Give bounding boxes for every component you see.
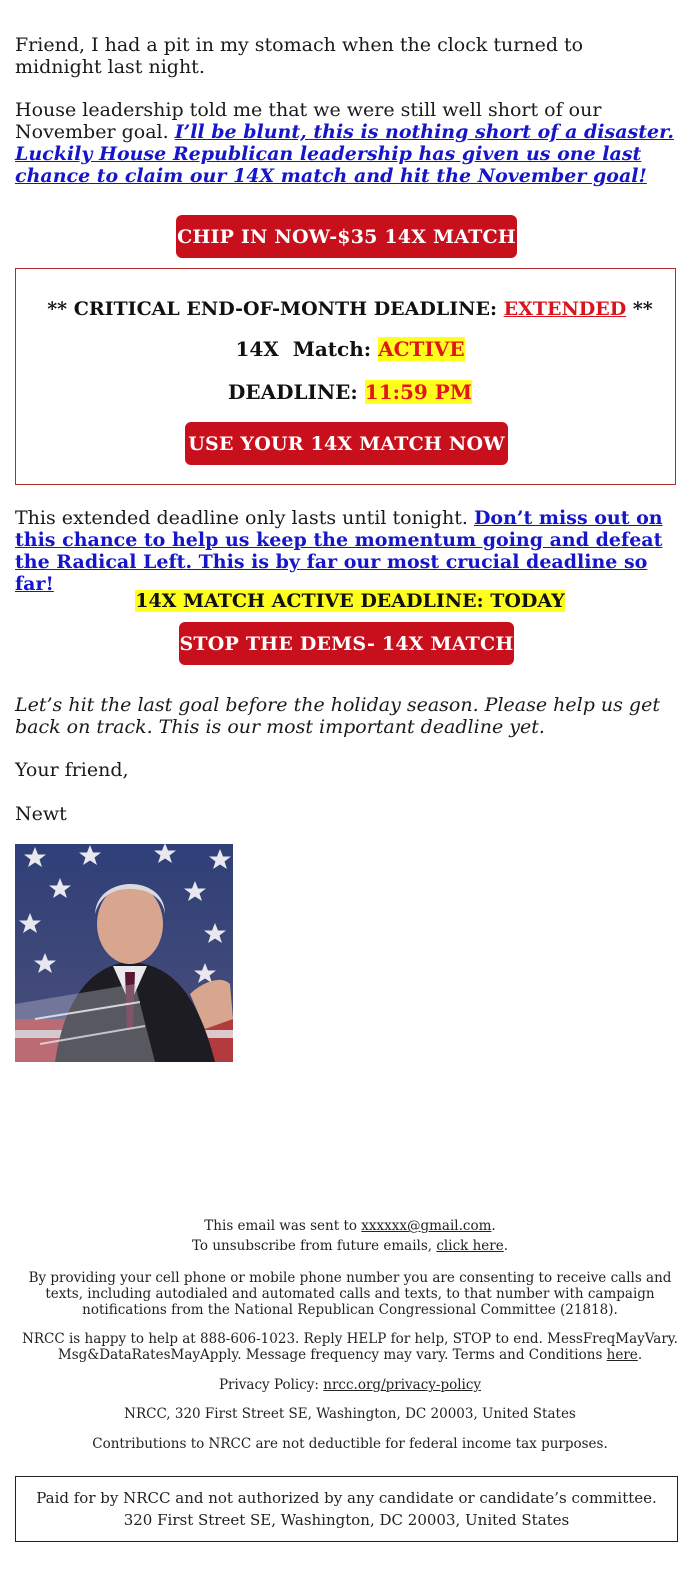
use-match-button[interactable]: USE YOUR 14X MATCH NOW — [185, 422, 508, 465]
unsubscribe-suffix: . — [503, 1238, 509, 1254]
signature: Newt — [15, 803, 67, 825]
help-text — [20, 1331, 680, 1363]
extended-paragraph — [15, 507, 675, 595]
active-deadline-banner — [0, 589, 700, 613]
privacy-policy-link[interactable]: nrcc.org/privacy-policy — [323, 1377, 482, 1393]
deadline-line — [0, 380, 700, 404]
help-text-body: NRCC is happy to help at 888-606-1023. Reply HELP for help, STOP to end. MessFreqMayVary. Msg&DataRatesMayApply. Message frequency may vary. Terms and Conditions — [22, 1331, 678, 1363]
critical-deadline-label: ** CRITICAL END-OF-MONTH DEADLINE: — [47, 298, 504, 320]
active-deadline-text: 14X MATCH ACTIVE DEADLINE: TODAY — [135, 590, 565, 612]
chip-in-button[interactable]: CHIP IN NOW-$35 14X MATCH — [176, 215, 517, 258]
sent-to-label: This email was sent to — [204, 1218, 362, 1234]
leadership-text: House leadership told me that we were still well short of our November goal. — [15, 99, 602, 143]
extended-text: This extended deadline only lasts until tonight. — [15, 507, 474, 529]
sms-consent-text: By providing your cell phone or mobile phone number you are consenting to receive calls and texts, including autodialed and automated calls and texts, to that number with campaign notifications from the National Republican Congressional Committee (21818). — [28, 1270, 672, 1318]
momentum-donate-link[interactable]: Don’t miss out on this chance to help us keep the momentum going and defeat the Radical Left. This is by far our most crucial deadline so far! — [15, 507, 663, 595]
blunt-donate-link[interactable]: I’ll be blunt, this is nothing short of a disaster. Luckily House Republican leadership has given us one last chance to claim our 14X match and hit the November goal! — [15, 121, 674, 187]
terms-link[interactable]: here — [606, 1347, 638, 1363]
signer-photo — [15, 844, 233, 1062]
unsubscribe-label: To unsubscribe from future emails, — [191, 1238, 437, 1254]
stop-dems-button[interactable]: STOP THE DEMS- 14X MATCH — [179, 622, 514, 665]
mailing-address: NRCC, 320 First Street SE, Washington, DC 20003, United States — [124, 1406, 576, 1422]
extended-link[interactable]: EXTENDED — [503, 298, 627, 320]
match-active-badge: ACTIVE — [378, 337, 465, 361]
tax-disclaimer: Contributions to NRCC are not deductible for federal income tax purposes. — [92, 1436, 608, 1452]
recipient-email-link[interactable]: xxxxxx@gmail.com — [361, 1218, 492, 1234]
unsubscribe-line — [20, 1238, 680, 1254]
intro-paragraph: Friend, I had a pit in my stomach when the clock turned to midnight last night. — [15, 34, 584, 78]
deadline-time-badge: 11:59 PM — [364, 380, 472, 404]
privacy-label: Privacy Policy: — [218, 1377, 324, 1393]
sent-to-suffix: . — [491, 1218, 496, 1234]
signoff: Your friend, — [15, 759, 129, 781]
closing-paragraph: Let’s hit the last goal before the holiday season. Please help us get back on track. This is our most important deadline yet. — [15, 694, 660, 738]
match-status-line — [0, 337, 700, 361]
unsubscribe-link[interactable]: click here — [436, 1238, 504, 1254]
privacy-line — [20, 1377, 680, 1393]
critical-deadline-line — [0, 297, 700, 321]
deadline-label: DEADLINE: — [228, 380, 365, 404]
leadership-paragraph — [15, 99, 675, 187]
critical-deadline-suffix: ** — [626, 298, 653, 320]
match-label: 14X Match: — [235, 337, 379, 361]
paid-for-disclaimer: Paid for by NRCC and not authorized by any candidate or candidate’s committee. 320 First Street SE, Washington, DC 20003, United States — [15, 1476, 678, 1542]
sent-to-line — [20, 1218, 680, 1234]
help-text-suffix: . — [637, 1347, 643, 1363]
